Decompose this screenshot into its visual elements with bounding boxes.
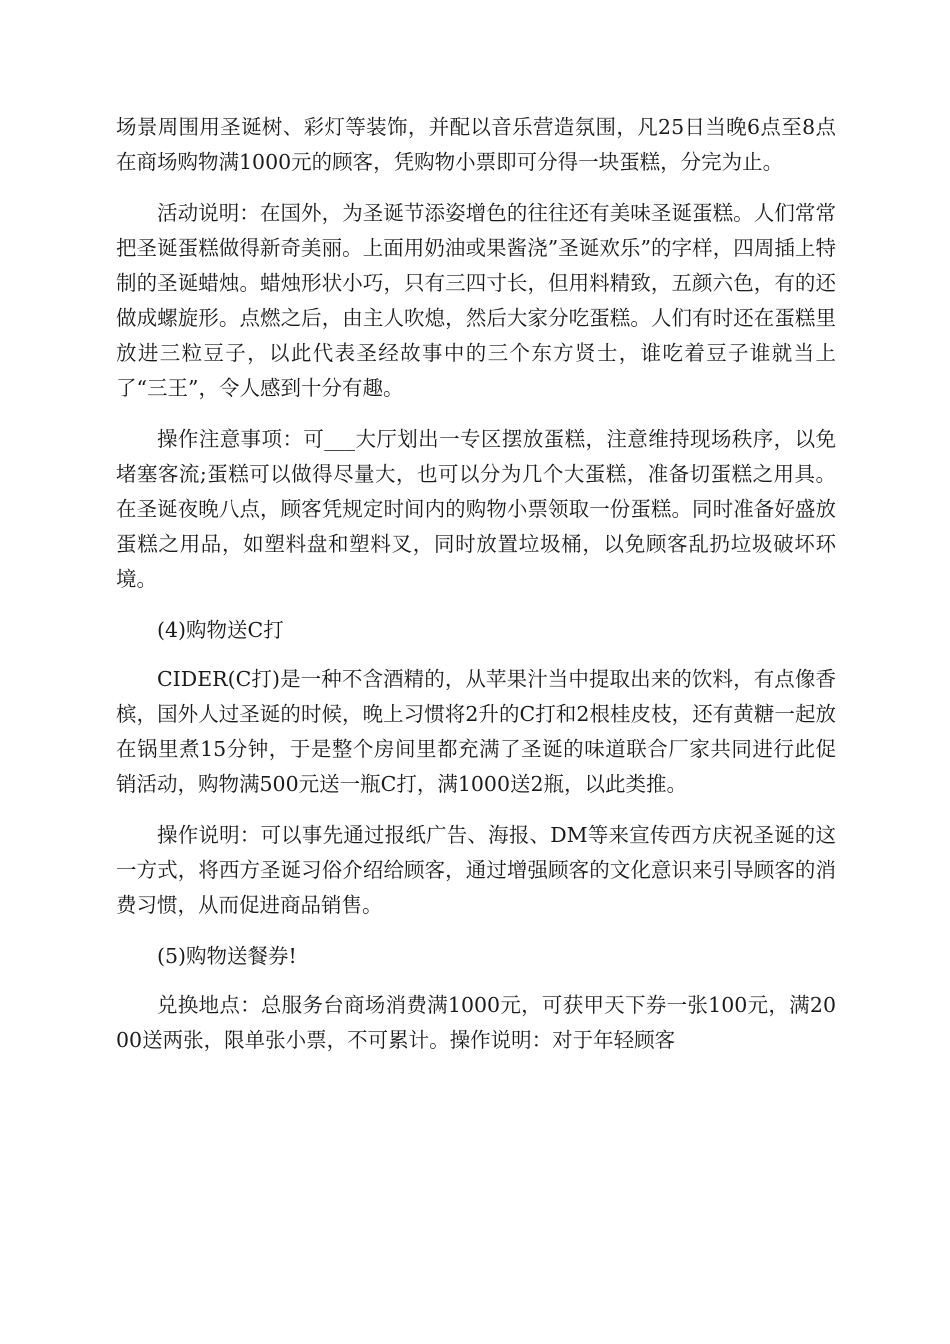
- paragraph-cake-giveaway: 场景周围用圣诞树、彩灯等装饰，并配以音乐营造氛围，凡25日当晚6点至8点在商场购物满1000元的顾客，凭购物小票即可分得一块蛋糕，分完为止。: [116, 115, 836, 174]
- section-heading-meal-voucher: (5)购物送餐券!: [157, 944, 297, 968]
- paragraph-operation-notes: 操作注意事项：可___大厅划出一专区摆放蛋糕，注意维持现场秩序，以免堵塞客流;蛋糕可以做得尽量大，也可以分为几个大蛋糕，准备切蛋糕之用具。在圣诞夜晚八点，顾客凭规定时间内的购物小票领取一份蛋糕。同时准备好盛放蛋糕之用品，如塑料盘和塑料叉，同时放置垃圾桶，以免顾客乱扔垃圾破坏环境。: [116, 427, 836, 591]
- paragraph-cider-description: CIDER(C打)是一种不含酒精的，从苹果汁当中提取出来的饮料，有点像香槟，国外人过圣诞的时候，晚上习惯将2升的C打和2根桂皮枝，还有黄糖一起放在锅里煮15分钟，于是整个房间里都充满了圣诞的味道联合厂家共同进行此促销活动，购物满500元送一瓶C打，满1000送2瓶，以此类推。: [116, 667, 836, 796]
- section-heading-cider: (4)购物送C打: [157, 618, 284, 642]
- paragraph-operation-instructions: 操作说明：可以事先通过报纸广告、海报、DM等来宣传西方庆祝圣诞的这一方式，将西方圣诞习俗介绍给顾客，通过增强顾客的文化意识来引导顾客的消费习惯，从而促进商品销售。: [116, 823, 836, 917]
- paragraph-activity-description: 活动说明：在国外，为圣诞节添姿增色的往往还有美味圣诞蛋糕。人们常常把圣诞蛋糕做得新奇美丽。上面用奶油或果酱浇”圣诞欢乐”的字样，四周插上特制的圣诞蜡烛。蜡烛形状小巧，只有三四寸长，但用料精致，五颜六色，有的还做成螺旋形。点燃之后，由主人吹熄，然后大家分吃蛋糕。人们有时还在蛋糕里放进三粒豆子，以此代表圣经故事中的三个东方贤士，谁吃着豆子谁就当上了“三王”，令人感到十分有趣。: [116, 201, 836, 400]
- document-page: [116, 110, 836, 1074]
- paragraph-redemption-location: 兑换地点：总服务台商场消费满1000元，可获甲天下券一张100元，满2000送两张，限单张小票，不可累计。操作说明：对于年轻顾客: [116, 993, 836, 1052]
